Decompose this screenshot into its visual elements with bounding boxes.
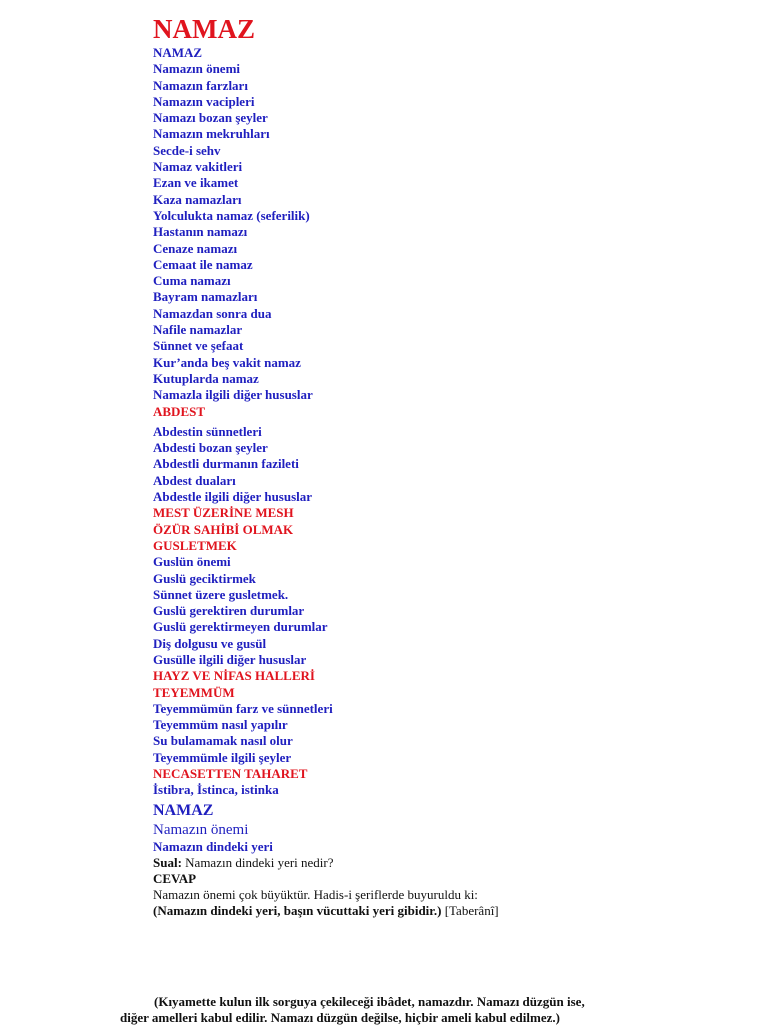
toc-item[interactable]: Namazın önemi (153, 61, 241, 77)
toc-item[interactable]: NECASETTEN TAHARET (153, 766, 308, 782)
section-subtitle: Namazın önemi (153, 821, 249, 838)
toc-item[interactable]: Namazla ilgili diğer hususlar (153, 387, 313, 403)
toc-item[interactable]: Guslü gerektirmeyen durumlar (153, 619, 328, 635)
toc-item[interactable]: Diş dolgusu ve gusül (153, 635, 267, 651)
question-label: Sual: (153, 854, 182, 870)
quote-source: [Taberânî] (441, 902, 499, 918)
toc-item[interactable]: Namazın farzları (153, 77, 248, 93)
hadith-quote (153, 903, 753, 919)
toc-item[interactable]: Secde-i sehv (153, 142, 221, 158)
toc-item[interactable]: Abdestle ilgili diğer hususlar (153, 489, 313, 505)
answer-label: CEVAP (153, 870, 197, 886)
quote-text: (Namazın dindeki yeri, başın vücuttaki yeri gibidir.) (153, 902, 442, 918)
toc-item[interactable]: Teyemmüm nasıl yapılır (153, 717, 288, 733)
toc-item[interactable]: Guslü gerektiren durumlar (153, 603, 305, 619)
toc-item[interactable]: Guslün önemi (153, 554, 231, 570)
footer-paragraph (120, 994, 640, 1026)
toc-item[interactable]: Kaza namazları (153, 191, 242, 207)
toc-item[interactable]: Cuma namazı (153, 273, 231, 289)
section-subsubtitle: Namazın dindeki yeri (153, 838, 273, 854)
question-line (153, 855, 753, 871)
toc-item[interactable]: Teyemmümün farz ve sünnetleri (153, 700, 333, 716)
toc-item[interactable]: Gusülle ilgili diğer hususlar (153, 651, 307, 667)
toc-item[interactable]: Namazı bozan şeyler (153, 110, 268, 126)
toc-item[interactable]: HAYZ VE NİFAS HALLERİ (153, 668, 315, 684)
toc-item[interactable]: Cenaze namazı (153, 240, 238, 256)
toc-item[interactable]: Bayram namazları (153, 289, 258, 305)
toc-item[interactable]: TEYEMMÜM (153, 684, 235, 700)
table-of-contents (153, 45, 753, 799)
toc-item[interactable]: Guslü geciktirmek (153, 570, 256, 586)
toc-item[interactable]: Cemaat ile namaz (153, 256, 253, 272)
toc-item[interactable]: Namazın vacipleri (153, 93, 255, 109)
footer-line-2: diğer amelleri kabul edilir. Namazı düzgün değilse, hiçbir ameli kabul edilmez.) (120, 1010, 560, 1025)
question-text: Namazın dindeki yeri nedir? (181, 854, 334, 870)
toc-item[interactable]: Ezan ve ikamet (153, 175, 239, 191)
toc-item[interactable]: Yolculukta namaz (seferilik) (153, 207, 310, 223)
toc-item[interactable]: Namazdan sonra dua (153, 305, 272, 321)
toc-item[interactable]: Sünnet ve şefaat (153, 338, 244, 354)
section-title: NAMAZ (153, 801, 214, 819)
toc-item[interactable]: Kur’anda beş vakit namaz (153, 354, 301, 370)
toc-item[interactable]: Su bulamamak nasıl olur (153, 733, 293, 749)
page-title: NAMAZ (153, 14, 255, 44)
toc-item[interactable]: Abdestli durmanın fazileti (153, 456, 299, 472)
answer-text: Namazın önemi çok büyüktür. Hadis-i şeriflerde buyuruldu ki: (153, 886, 478, 902)
toc-item[interactable]: Abdest duaları (153, 472, 236, 488)
document-page (153, 14, 753, 919)
toc-item[interactable]: Nafile namazlar (153, 322, 243, 338)
toc-item[interactable]: ÖZÜR SAHİBİ OLMAK (153, 521, 294, 537)
toc-item[interactable]: NAMAZ (153, 45, 203, 60)
toc-item[interactable]: Namazın mekruhları (153, 126, 270, 142)
toc-item[interactable]: Hastanın namazı (153, 224, 248, 240)
toc-item[interactable]: MEST ÜZERİNE MESH (153, 505, 294, 521)
toc-item[interactable]: Abdestin sünnetleri (153, 423, 262, 439)
toc-item[interactable]: İstibra, İstinca, istinka (153, 782, 279, 798)
toc-item[interactable]: Sünnet üzere gusletmek. (153, 586, 289, 602)
toc-item[interactable]: Teyemmümle ilgili şeyler (153, 749, 292, 765)
footer-line-1: (Kıyamette kulun ilk sorguya çekileceği ibâdet, namazdır. Namazı düzgün ise, (154, 994, 585, 1009)
toc-item[interactable]: Abdesti bozan şeyler (153, 440, 268, 456)
toc-item[interactable]: GUSLETMEK (153, 537, 237, 553)
toc-item[interactable]: Namaz vakitleri (153, 159, 243, 175)
toc-item[interactable]: ABDEST (153, 403, 206, 419)
toc-item[interactable]: Kutuplarda namaz (153, 370, 259, 386)
